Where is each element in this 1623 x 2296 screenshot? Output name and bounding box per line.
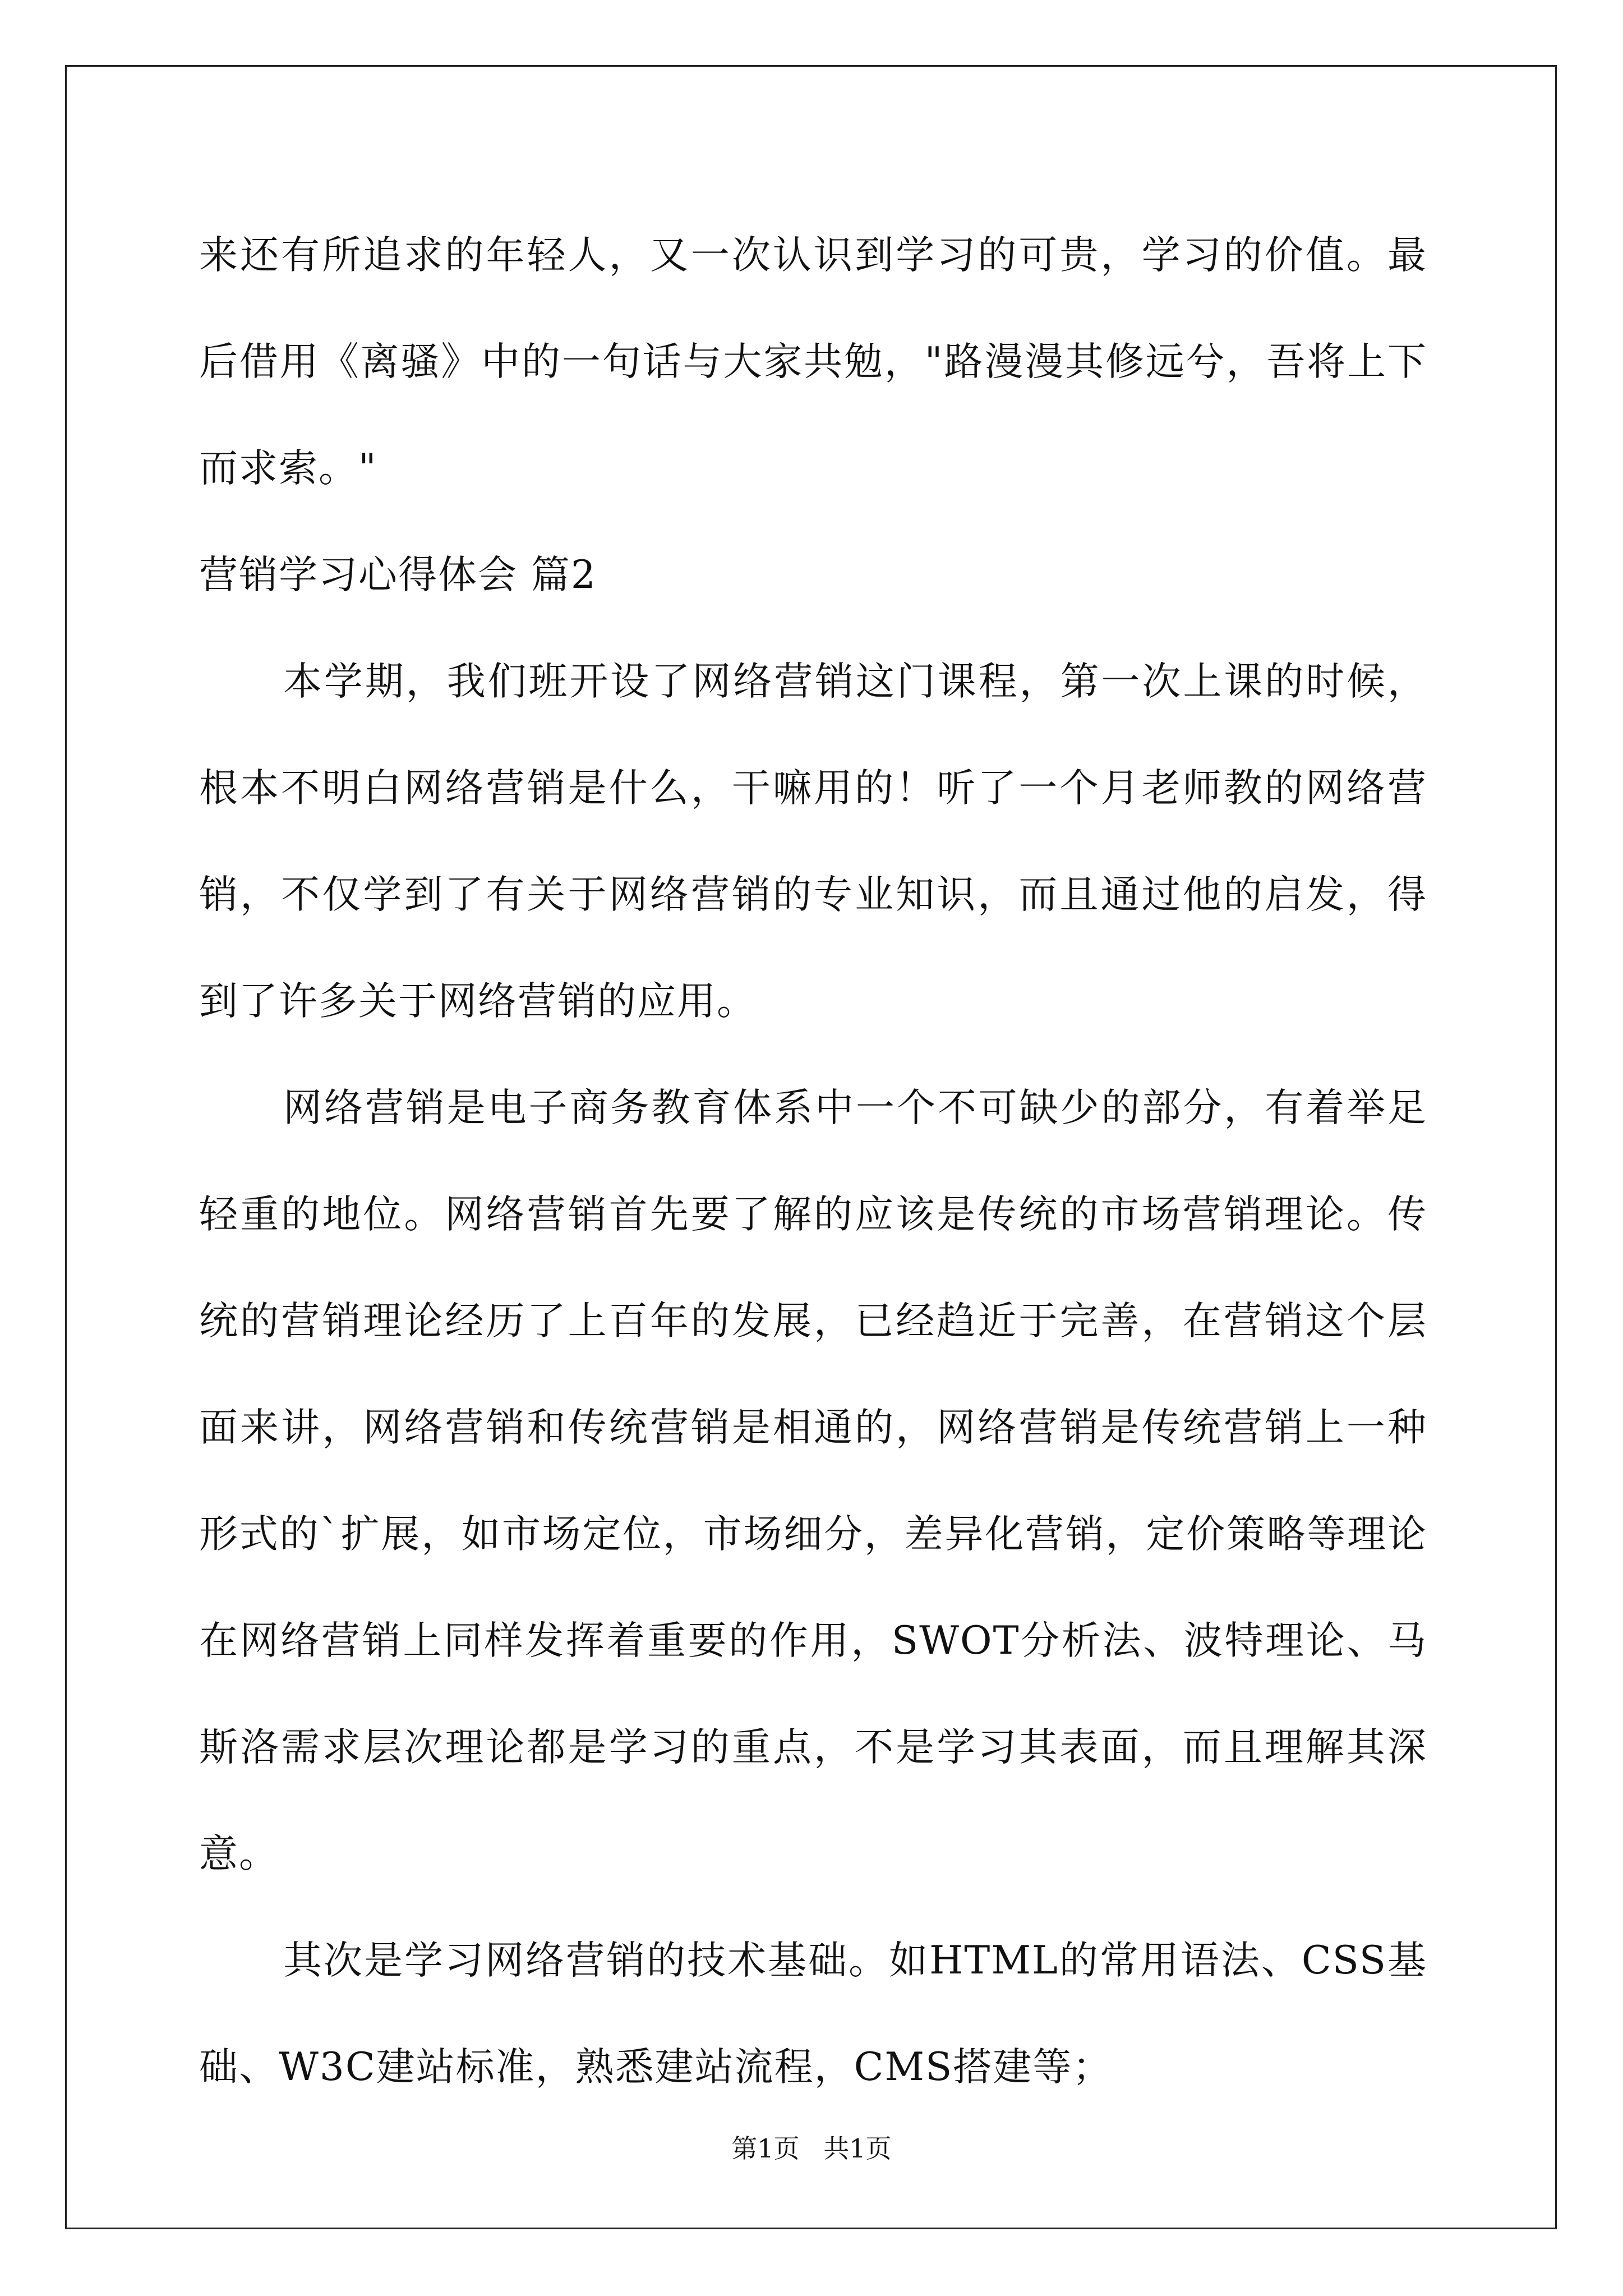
paragraph-2: 本学期，我们班开设了网络营销这门课程，第一次上课的时候，根本不明白网络营销是什么，干嘛用的！听了一个月老师教的网络营销，不仅学到了有关于网络营销的专业知识，而且通过他的启发，得到了许多关于网络营销的应用。 bbox=[199, 659, 1427, 1024]
section-heading: 营销学习心得体会 篇2 bbox=[199, 553, 597, 597]
document-body bbox=[199, 202, 1427, 2120]
paragraph-4: 其次是学习网络营销的技术基础。如HTML的常用语法、CSS基础、W3C建站标准，熟悉建站流程，CMS搭建等； bbox=[199, 1938, 1427, 2090]
page-footer bbox=[0, 2132, 1623, 2165]
page-total: 共1页 bbox=[823, 2133, 892, 2164]
page-number: 第1页 bbox=[731, 2133, 800, 2164]
paragraph-3: 网络营销是电子商务教育体系中一个不可缺少的部分，有着举足轻重的地位。网络营销首先要了解的应该是传统的市场营销理论。传统的营销理论经历了上百年的发展，已经趋近于完善，在营销这个层面来讲，网络营销和传统营销是相通的，网络营销是传统营销上一种形式的`扩展，如市场定位，市场细分，差异化营销，定价策略等理论在网络营销上同样发挥着重要的作用，SWOT分析法、波特理论、马斯洛需求层次理论都是学习的重点，不是学习其表面，而且理解其深意。 bbox=[199, 1085, 1427, 1876]
paragraph-1: 来还有所追求的年轻人，又一次认识到学习的可贵，学习的价值。最后借用《离骚》中的一句话与大家共勉，"路漫漫其修远兮，吾将上下而求索。" bbox=[199, 233, 1427, 491]
